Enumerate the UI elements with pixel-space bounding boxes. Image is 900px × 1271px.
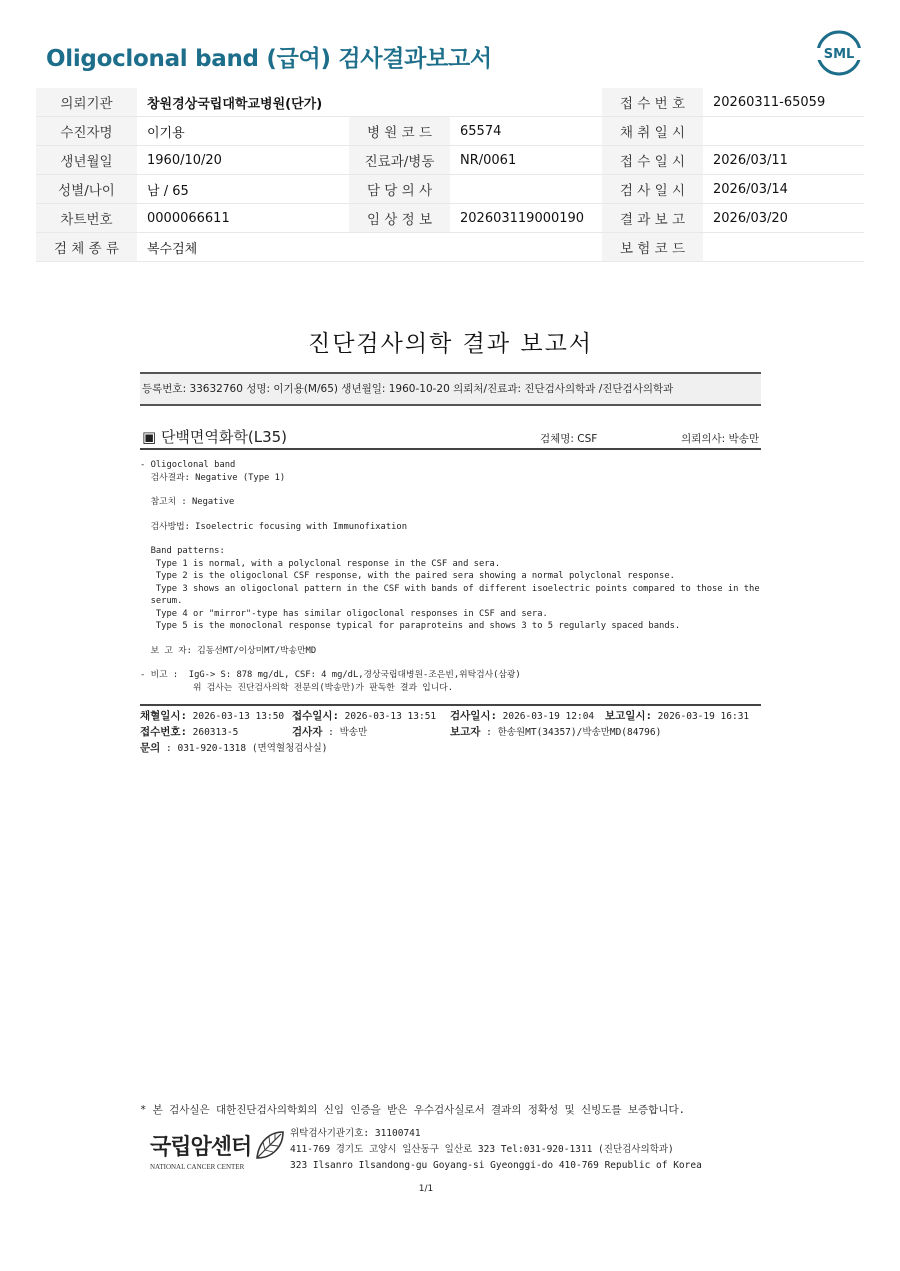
info-value: 2026/03/20 [703, 204, 864, 233]
report-title: 진단검사의학 결과 보고서 [307, 331, 594, 357]
info-value [450, 175, 602, 204]
section-header [140, 426, 761, 450]
report-footer [140, 704, 761, 766]
report-line [140, 509, 761, 521]
info-row [36, 204, 864, 233]
report-line: 검사방법: Isoelectric focusing with Immunofixation [140, 521, 408, 532]
sml-logo-text: SML [823, 47, 855, 62]
requesting-doctor: 의뢰의사: 박송만 [681, 433, 759, 445]
info-label: 임 상 정 보 [349, 204, 450, 233]
report-line: - 비고 : IgG-> S: 878 mg/dL, CSF: 4 mg/dL,경상국립대병원-조은빈,위탁검사(삼광) [140, 670, 521, 680]
info-value: 복수검체 [137, 233, 602, 262]
center-code: 위탁검사기관기호: 31100741 [290, 1128, 421, 1139]
report-line: Type 2 is the oligoclonal CSF response, with the paired sera showing a normal polyclonal response. [140, 571, 675, 581]
collected-time: 채혈일시: 2026-03-13 13:50 [140, 710, 285, 722]
center-address-ko: 411-769 경기도 고양시 일산동구 일산로 323 Tel:031-920-1311 (진단검사의학과) [290, 1144, 674, 1155]
info-label: 수진자명 [36, 117, 137, 146]
specimen-label: 검체명: CSF [540, 433, 598, 445]
tested-time: 검사일시: 2026-03-19 12:04 [450, 710, 595, 722]
info-label: 검 사 일 시 [602, 175, 703, 204]
report-line [140, 657, 761, 669]
info-row [36, 175, 864, 204]
info-value: 65574 [450, 117, 602, 146]
report-line: 위 검사는 진단검사의학 전문의(박송만)가 판독한 결과 입니다. [140, 682, 454, 693]
info-value: 이기용 [137, 117, 349, 146]
report-line: 보 고 자: 김동선MT/이상미MT/박송만MD [140, 645, 317, 656]
report-line [140, 633, 761, 645]
report-line [140, 484, 761, 496]
info-value [703, 117, 864, 146]
certification-note: * 본 검사실은 대한진단검사의학회의 신임 인증을 받은 우수검사실로서 결과의 정확성 및 신빙도를 보증합니다. [140, 1104, 685, 1116]
info-value: 남 / 65 [137, 175, 349, 204]
report-line: Type 4 or "mirror"-type has similar oligoclonal responses in CSF and sera. [140, 608, 548, 619]
center-address [290, 1126, 702, 1174]
report-line: 참고치 : Negative [140, 497, 235, 507]
info-row [36, 117, 864, 146]
report-line [140, 533, 761, 545]
lab-report [140, 320, 761, 766]
page-title: Oligoclonal band (급여) 검사결과보고서 [46, 46, 492, 72]
sml-logo-icon [816, 30, 862, 76]
leaf-icon [253, 1128, 287, 1162]
info-label: 생년월일 [36, 146, 137, 175]
report-line: - Oligoclonal band [140, 460, 236, 470]
info-label: 병 원 코 드 [349, 117, 450, 146]
reported-time: 보고일시: 2026-03-19 16:31 [605, 710, 750, 722]
info-label: 검 체 종 류 [36, 233, 137, 262]
info-label: 차트번호 [36, 204, 137, 233]
accession-number: 접수번호: 260313-5 [140, 726, 239, 738]
info-value: 2026/03/11 [703, 146, 864, 175]
info-label: 진료과/병동 [349, 146, 450, 175]
report-line: Type 3 shows an oligoclonal pattern in the CSF with bands of different isoelectric points compared to those in the [140, 583, 760, 594]
center-logo [150, 1128, 287, 1171]
info-label: 채 취 일 시 [602, 117, 703, 146]
info-value: 20260311-65059 [703, 88, 864, 117]
info-value: 202603119000190 [450, 204, 602, 233]
report-line: serum. [140, 596, 183, 606]
info-row [36, 233, 864, 262]
info-label: 의뢰기관 [36, 88, 137, 117]
received-time: 접수일시: 2026-03-13 13:51 [292, 710, 437, 722]
info-label: 결 과 보 고 [602, 204, 703, 233]
info-label: 담 당 의 사 [349, 175, 450, 204]
patient-info-table [36, 88, 864, 262]
reporter: 보고자 : 한송원MT(34357)/박송만MD(84796) [450, 726, 662, 738]
center-address-en: 323 Ilsanro Ilsandong-gu Goyang-si Gyeonggi-do 410-769 Republic of Korea [290, 1160, 702, 1171]
info-value: 창원경상국립대학교병원(단가) [137, 88, 602, 117]
center-name-ko: 국립암센터 [150, 1133, 252, 1160]
info-value: 0000066611 [137, 204, 349, 233]
report-line: Type 5 is the monoclonal response typical for paraproteins and shows 3 to 5 regularly spaced bands. [140, 621, 681, 631]
info-label: 보 험 코 드 [602, 233, 703, 262]
info-row [36, 88, 864, 117]
info-value: 1960/10/20 [137, 146, 349, 175]
info-label: 접 수 일 시 [602, 146, 703, 175]
patient-bar: 등록번호: 33632760 성명: 이기용(M/65) 생년월일: 1960-10-20 의뢰처/진료과: 진단검사의학과 /진단검사의학과 [140, 372, 761, 406]
report-line: Band patterns: [140, 546, 225, 556]
info-value: NR/0061 [450, 146, 602, 175]
report-line: 검사결과: Negative (Type 1) [140, 472, 286, 483]
section-name: ▣ 단백면역화학(L35) [142, 428, 288, 446]
info-value: 2026/03/14 [703, 175, 864, 204]
info-row [36, 146, 864, 175]
page-number: 1/1 [418, 1184, 434, 1194]
info-label: 성별/나이 [36, 175, 137, 204]
info-value [703, 233, 864, 262]
report-body [140, 459, 761, 694]
info-label: 접 수 번 호 [602, 88, 703, 117]
center-name-en: NATIONAL CANCER CENTER [150, 1163, 245, 1171]
report-line: Type 1 is normal, with a polyclonal response in the CSF and sera. [140, 558, 501, 569]
inquiry: 문의 : 031-920-1318 (면역혈청검사실) [140, 742, 328, 754]
tester: 검사자 : 박송만 [292, 726, 368, 738]
